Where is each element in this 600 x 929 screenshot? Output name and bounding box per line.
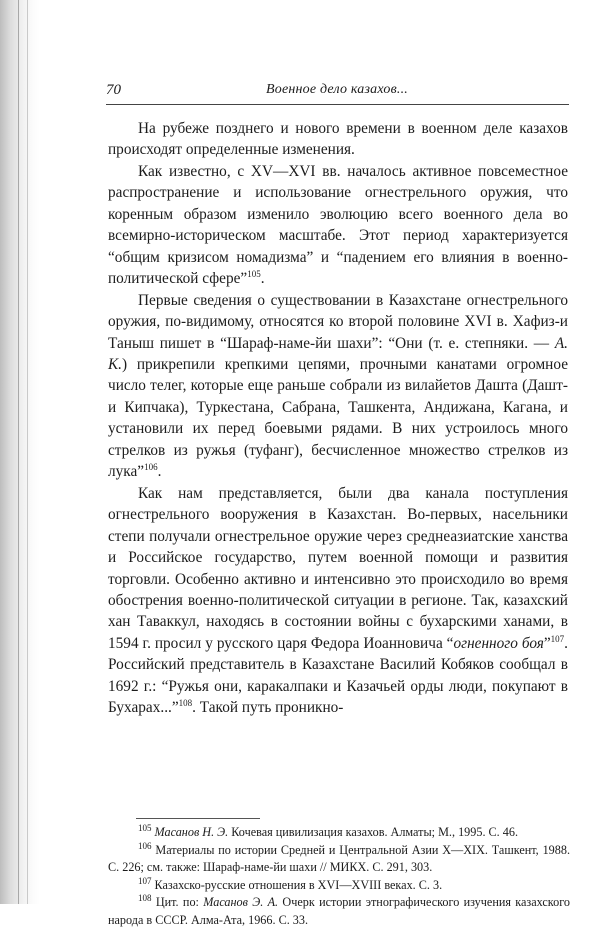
page-number: 70 — [106, 82, 121, 98]
paragraph — [108, 161, 568, 290]
text-run: . Российский представитель в Казахстане Василий Кобяков сообщал в 1692 г.: “Ружья они, каракалпаки и Казачьей орды люди, покупают в Бухарах...” — [108, 634, 568, 717]
text-run: Первые сведения о существовании в Казахстане огнестрельного оружия, по-видимому, относятся ко второй половине XVI в. Хафиз-и Таныш пишет в “Шараф-наме-йи шахи”: “Они (т. е. степняки. — — [108, 291, 568, 352]
text-run: Материалы по истории Средней и Центральной Азии X—XIX. Ташкент, 1988. С. 226; см. также: Шараф-наме-йи шахи // МИКХ. С. 291, 303. — [108, 842, 570, 874]
text-run: На рубеже позднего и нового времени в военном деле казахов происходят определенные изменения. — [108, 120, 568, 159]
footnote-number: 105 — [138, 822, 152, 833]
running-header — [106, 80, 569, 102]
text-run: Очерк истории этнографического изучения казахского народа в СССР. Алма-Ата, 1966. С. 33. — [108, 895, 570, 927]
book-binding-shadow — [0, 0, 40, 904]
binding-line — [18, 0, 19, 904]
footnote-106 — [108, 842, 570, 877]
text-run: ” — [543, 634, 551, 652]
footnote-ref-108: 108 — [178, 698, 193, 709]
footnote-number: 107 — [138, 875, 152, 886]
header-rule — [106, 104, 569, 105]
author-name: Масанов Н. Э. — [154, 825, 229, 839]
paragraph — [108, 290, 568, 483]
footnote-107 — [108, 877, 570, 895]
text-run: Как нам представляется, были два канала поступления огнестрельного вооружения в Казахстан. Во-первых, насельники степи получали огнестрельное оружие через среднеазиатские ханства и Российское государство, путем военной помощи и развития торговли. Особенно активно и интенсивно это происходило во время обострения военно-политической ситуации в регионе. Так, казахский хан Таваккул, находясь в состоянии войны с бухарскими ханами, в 1594 г. просил у русского царя Федора Иоанновича “ — [108, 484, 568, 652]
italic-quote: огненного боя — [453, 634, 544, 652]
text-run: Казахско-русские отношения в XVI—XVIII веках. С. 3. — [151, 877, 443, 892]
footnote-108 — [108, 894, 570, 929]
text-run: Кочевая цивилизация казахов. Алматы; М., 1995. С. 46. — [228, 825, 519, 839]
text-run: Цит. по: — [151, 895, 204, 909]
footnote-ref-106: 106 — [144, 462, 158, 473]
footnote-number: 108 — [138, 892, 152, 903]
body-text — [108, 118, 568, 719]
footnote-ref-107: 107 — [550, 633, 565, 644]
footnote-rule — [136, 818, 260, 819]
text-run: ) прикрепили крепкими цепями, прочными канатами огромное число телег, которые еще раньше собрали из вилайетов Дашта (Дашт-и Кипчака), Туркестана, Сабрана, Ташкента, Андижана, Кагана, и установили их перед боевыми рядами. В них устроилось много стрелков из ружья (туфанг), бесчисленное множество стрелков из лука” — [108, 355, 568, 481]
text-run: Как известно, с XV—XVI вв. началось активное повсеместное распространение и использование огнестрельного оружия, что коренным образом изменило эволюцию всего военного дела во всемирно-историческом масштабе. Этот период характеризуется “общим кризисом номадизма” и “падением его влияния в военно-политической сфере” — [108, 162, 568, 288]
paragraph — [108, 118, 568, 161]
binding-line — [27, 0, 28, 904]
author-name: Масанов Э. А. — [203, 895, 279, 909]
footnote-ref-105: 105 — [247, 269, 261, 280]
running-title: Военное дело казахов... — [266, 82, 408, 97]
author-initials: А. К. — [108, 334, 568, 373]
footnote-105 — [108, 824, 570, 842]
footnote-number: 106 — [138, 840, 152, 851]
text-run: . Такой путь проникно- — [192, 699, 344, 717]
text-run: . — [260, 270, 265, 288]
paragraph — [108, 483, 568, 719]
footnotes — [108, 824, 570, 929]
text-run: . — [157, 463, 162, 481]
